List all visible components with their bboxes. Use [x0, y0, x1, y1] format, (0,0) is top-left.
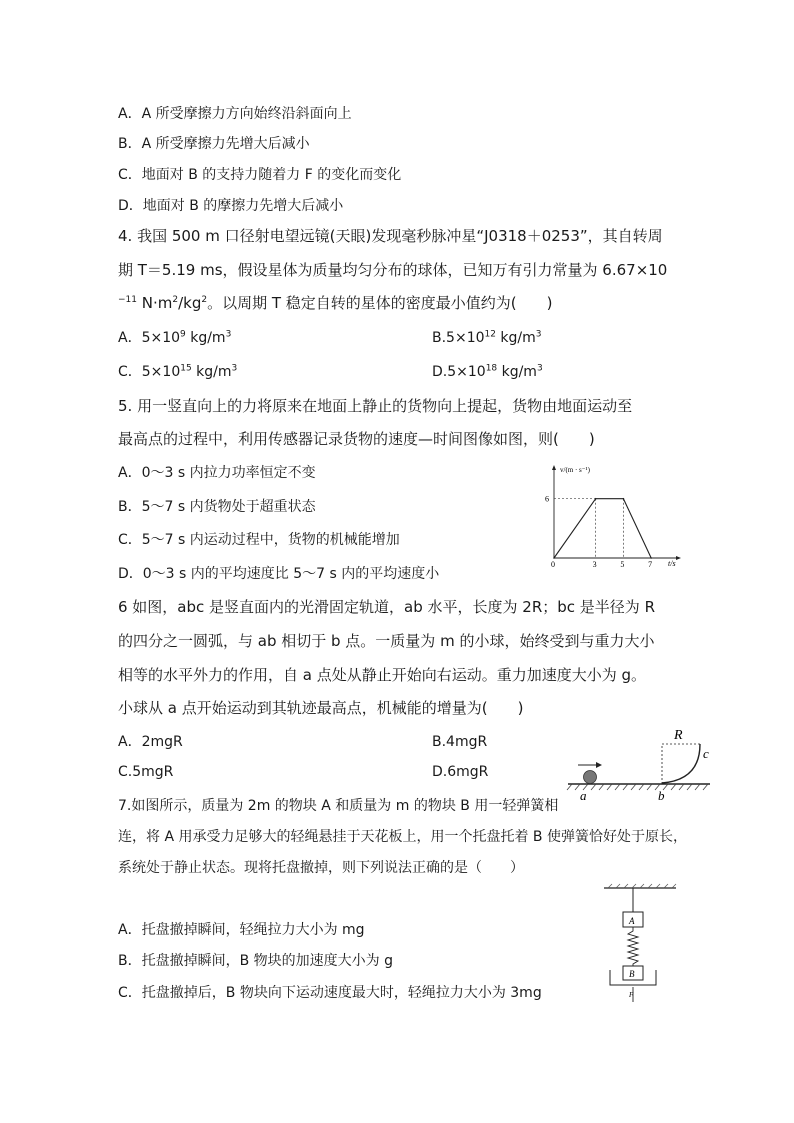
q5-option-d: D．0～3 s 内的平均速度比 5～7 s 内的平均速度小 [118, 566, 440, 582]
q6-option-c: C.5mgR [118, 764, 174, 780]
q3-option-b: B．A 所受摩擦力先增大后减小 [118, 136, 310, 152]
velocity-time-chart [540, 462, 690, 574]
x-tick-label: 0 [551, 560, 555, 569]
q4-stem-line3 [118, 293, 553, 313]
x-tick-label: 7 [648, 560, 653, 569]
q4-option-a: A．$5\times 10^9$ $kg/m^3$ [118, 329, 232, 346]
q6-option-b: B.4mgR [432, 734, 488, 750]
q7-stem-line2: 连，将 A 用承受力足够大的轻绳悬挂于天花板上，用一个托盘托着 B 使弹簧恰好处于原长， [118, 829, 687, 845]
q6-stem-line3: 相等的水平外力的作用，自 a 点处从静止开始向右运动。重力加速度大小为 g。 [118, 666, 647, 684]
q3-option-a: A．A 所受摩擦力方向始终沿斜面向上 [118, 106, 352, 122]
q5-option-b: B．5～7 s 内货物处于超重状态 [118, 499, 316, 515]
q7-stem-line1: 7.如图所示，质量为 2m 的物块 A 和质量为 m 的物块 B 用一轻弹簧相 [118, 798, 559, 814]
q6-stem-line2: 的四分之一圆弧，与 ab 相切于 b 点。一质量为 m 的小球，始终受到与重力大小 [118, 632, 655, 650]
x-tick-label: 5 [620, 560, 625, 569]
label-block-a: A [629, 916, 635, 926]
data-point [595, 498, 597, 500]
spring-icon [628, 927, 638, 966]
quarter-arc [662, 744, 700, 783]
q3-option-d: D．地面对 B 的摩擦力先增大后减小 [118, 198, 344, 214]
q4-exponent-neg11: −11 [118, 295, 137, 305]
q4-stem-line1: 4. 我国 500 m 口径射电望远镜(天眼)发现毫秒脉冲星“J0318＋0253”，其自转周 [118, 227, 663, 245]
q4-option-d: $D.5\times 10^{18}$ $kg/m^3$ [432, 363, 543, 380]
label-a: a [580, 788, 587, 803]
track-figure [560, 724, 720, 804]
label-b: b [658, 788, 665, 803]
q7-option-b: B．托盘撤掉瞬间，B 物块的加速度大小为 g [118, 953, 393, 969]
data-point [553, 557, 555, 559]
q4-option-b: $B.5\times 10^{12}$ $kg/m^3$ [432, 329, 542, 346]
q6-option-d: D.6mgR [432, 764, 489, 780]
data-point [650, 557, 652, 559]
q4-option-c: C．$5\times 10^{15}$ $kg/m^3$ [118, 363, 238, 380]
q4-stem-line2: 期 T＝5.19 ms，假设星体为质量均匀分布的球体，已知万有引力常量为 6.67×10 [118, 261, 668, 279]
y-axis-label: v/(m · s⁻¹) [560, 466, 590, 474]
q4-exponent-2b: 2 [201, 295, 208, 305]
q4-unit-kg: /kg [178, 294, 202, 312]
data-point [623, 498, 625, 500]
series-line-v [554, 499, 651, 558]
q5-stem-line1: 5. 用一竖直向上的力将原来在地面上静止的货物向上提起，货物由地面运动至 [118, 397, 633, 415]
x-axis-label: t/s [668, 559, 676, 568]
q7-option-c: C．托盘撤掉后，B 物块向下运动速度最大时，轻绳拉力大小为 3mg [118, 985, 542, 1001]
q5-option-c: C．5～7 s 内运动过程中，货物的机械能增加 [118, 532, 400, 548]
x-axis-arrow-icon [676, 556, 681, 560]
q6-stem-line1: 6 如图，abc 是竖直面内的光滑固定轨道，ab 水平，长度为 2R；bc 是半径为 R [118, 598, 655, 616]
q5-stem-line2: 最高点的过程中，利用传感器记录货物的速度—时间图像如图，则( ) [118, 430, 595, 448]
label-c: c [703, 746, 709, 761]
q3-option-c: C．地面对 B 的支持力随着力 F 的变化而变化 [118, 167, 402, 183]
q6-option-a: A．2mgR [118, 734, 183, 750]
x-tick-label: 3 [592, 560, 597, 569]
q7-option-a: A．托盘撤掉瞬间，轻绳拉力大小为 mg [118, 922, 365, 938]
chart-axes [552, 465, 681, 560]
q6-stem-line4: 小球从 a 点开始运动到其轨迹最高点，机械能的增量为( ) [118, 699, 524, 717]
q4-unit: N·m [137, 294, 173, 312]
q4-exponent-2: 2 [172, 295, 179, 305]
q5-option-a: A．0～3 s 内拉力功率恒定不变 [118, 465, 316, 481]
ground-hatch [567, 784, 708, 790]
label-R: R [674, 728, 683, 743]
label-block-b: B [629, 969, 635, 979]
spring-block-figure [600, 884, 680, 1006]
y-tick-label: 6 [545, 494, 549, 504]
q4-stem-rest: 。以周期 T 稳定自转的星体的密度最小值约为( ) [207, 294, 553, 312]
ball-icon [584, 771, 597, 784]
q7-stem-line3: 系统处于静止状态。现将托盘撤掉，则下列说法正确的是（ ） [118, 860, 524, 876]
label-force-f: F [629, 991, 634, 999]
y-axis-arrow-icon [552, 465, 556, 470]
